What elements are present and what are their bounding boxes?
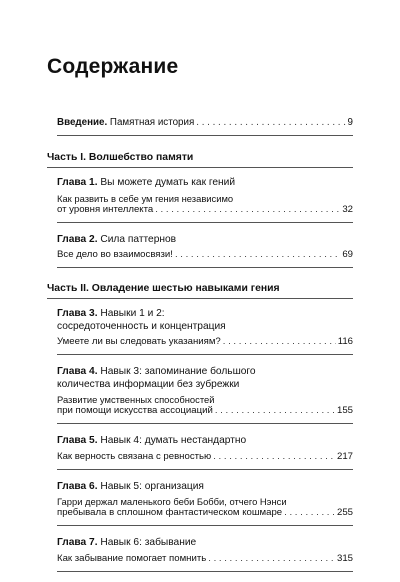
chapter-subtitle: Все дело во взаимосвязи! . . . 69: [57, 249, 353, 260]
toc-entry-chapter-2[interactable]: [57, 234, 353, 261]
divider: [57, 423, 353, 424]
toc-entry-chapter-1[interactable]: [57, 177, 353, 215]
page-number: 255: [336, 507, 353, 518]
toc-entry-chapter-3[interactable]: [57, 308, 353, 347]
chapter-subtitle: Гарри держал маленького беби Бобби, отчего Нэнси пребывала в сплошном фантастическом кошмаре . . . 255: [57, 496, 353, 518]
page-title: Содержание: [47, 55, 179, 78]
divider: [57, 571, 353, 572]
chapter-title: Глава 6. Навык 5: организация: [57, 480, 204, 492]
page-number: 315: [336, 552, 353, 564]
chapter-subtitle: Умеете ли вы следовать указаниям? . . . 116: [57, 336, 353, 347]
chapter-title: Глава 5. Навык 4: думать нестандартно: [57, 435, 247, 446]
toc-entry-introduction[interactable]: [57, 117, 353, 128]
part-heading: Часть II. Овладение шестью навыками гения: [47, 283, 280, 294]
page-number: 116: [337, 336, 353, 347]
divider: [57, 469, 353, 470]
leader-dots: [155, 204, 340, 215]
chapter-title: Глава 7. Навык 6: забывание: [57, 537, 197, 548]
leader-dots: [215, 405, 335, 416]
divider: [57, 525, 353, 526]
chapter-title: Глава 2. Сила паттернов: [57, 233, 177, 245]
toc-entry-chapter-5[interactable]: [57, 435, 353, 462]
page-number: 69: [342, 249, 353, 260]
part-heading: Часть I. Волшебство памяти: [47, 152, 194, 163]
divider: [57, 354, 353, 355]
divider: [57, 267, 353, 268]
toc-entry-chapter-6[interactable]: [57, 481, 353, 519]
introduction-label: Введение. Памятная история: [57, 117, 195, 128]
chapter-title: Глава 3. Навыки 1 и 2: сосредоточенность и концентрация: [57, 308, 226, 332]
chapter-subtitle: Развитие умственных способностей при помощи искусства ассоциаций . . . 155: [57, 394, 353, 416]
chapter-subtitle: Как забывание помогает помнить . . . 315: [57, 553, 353, 564]
table-of-contents: [47, 117, 353, 572]
chapter-title: Глава 1. Вы можете думать как гений: [57, 177, 236, 188]
leader-dots: [223, 336, 336, 347]
toc-entry-chapter-4[interactable]: [57, 366, 353, 416]
chapter-subtitle: Как развить в себе ум гения независимо от уровня интеллекта . . . 32: [57, 193, 353, 215]
page-number: 9: [347, 117, 353, 128]
leader-dots: [213, 451, 335, 462]
page-number: 155: [336, 405, 353, 416]
divider: [47, 167, 353, 168]
divider: [57, 222, 353, 223]
toc-entry-chapter-7[interactable]: [57, 537, 353, 564]
divider: [47, 298, 353, 299]
chapter-subtitle: Как верность связана с ревностью . . . 217: [57, 451, 353, 462]
leader-dots: [284, 507, 335, 518]
chapter-title: Глава 4. Навык 3: запоминание большого количества информации без зубрежки: [57, 366, 256, 390]
leader-dots: [208, 553, 335, 564]
divider: [57, 135, 353, 136]
page-number: 32: [342, 203, 353, 215]
leader-dots: [175, 249, 340, 260]
page-number: 217: [336, 450, 353, 462]
leader-dots: [196, 117, 345, 128]
